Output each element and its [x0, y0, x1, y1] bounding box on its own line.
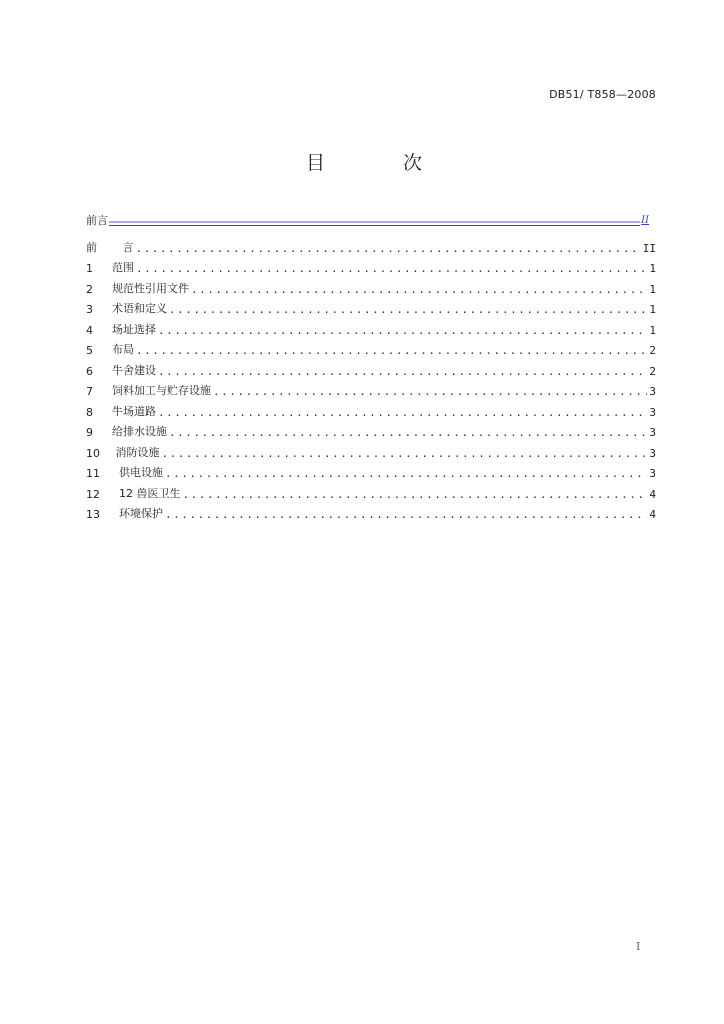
toc-entry[interactable] — [86, 357, 656, 378]
toc-entry-number: 1 — [86, 262, 93, 275]
page-number: I — [636, 940, 641, 953]
toc-entry-leader — [165, 508, 647, 521]
toc-entry-title: 布局 — [112, 343, 134, 356]
toc-entry-page: 3 — [649, 405, 656, 419]
toc-entry-page: 1 — [649, 262, 656, 275]
toc-entry[interactable] — [86, 460, 656, 481]
toc-entry-number: 前 — [86, 240, 97, 254]
toc-entry-leader — [169, 303, 647, 316]
toc-entry-leader — [136, 344, 647, 357]
toc-entry-title: 给排水设施 — [112, 425, 167, 438]
toc-entry-title: 供电设施 — [112, 466, 163, 479]
toc-link-leader — [109, 216, 640, 226]
toc-entry-title: 牛场道路 — [112, 404, 156, 418]
toc-entry[interactable] — [86, 296, 656, 317]
toc-link-page[interactable]: II — [641, 215, 649, 226]
toc-entry-title: 规范性引用文件 — [112, 281, 189, 295]
toc-entry[interactable] — [86, 275, 656, 296]
toc-entry-page: 3 — [649, 385, 656, 398]
toc-entry-page: 3 — [649, 446, 656, 460]
toc-entry-number: 7 — [86, 385, 93, 398]
toc-entry-leader — [158, 324, 647, 337]
toc-entry-page: 2 — [649, 364, 656, 378]
toc-entry-title: 言 — [112, 240, 134, 254]
toc-entry-title: 消防设施 — [112, 445, 160, 459]
toc-entry-page: 4 — [649, 487, 656, 501]
toc-entry[interactable] — [86, 501, 656, 522]
toc-entry-title: 12 兽医卫生 — [112, 486, 181, 500]
toc-entry-number: 10 — [86, 446, 100, 460]
toc-entry-title: 范围 — [112, 261, 134, 274]
toc-entry[interactable] — [86, 398, 656, 419]
toc-entry-leader — [136, 242, 641, 255]
toc-entry[interactable] — [86, 378, 656, 399]
toc-entry-leader — [183, 488, 648, 501]
toc-entry-leader — [158, 406, 647, 419]
toc-entry[interactable] — [86, 255, 656, 276]
toc-entry[interactable] — [86, 316, 656, 337]
toc-entry-title: 环境保护 — [112, 507, 163, 520]
toc-entry-page: 1 — [649, 303, 656, 316]
toc-entry-page: 1 — [649, 282, 656, 296]
toc-entry[interactable] — [86, 480, 656, 501]
toc-entry-number: 12 — [86, 487, 100, 501]
toc-link-label: 前言 — [86, 214, 108, 227]
toc-list — [86, 234, 656, 521]
toc-link-foreword[interactable] — [86, 213, 649, 229]
toc-entry-number: 6 — [86, 364, 93, 378]
toc-entry-page: 3 — [649, 426, 656, 439]
toc-entry-leader — [162, 447, 648, 460]
toc-entry-leader — [191, 283, 647, 296]
toc-title: 目 次 — [305, 152, 459, 174]
document-code: DB51/ T858—2008 — [549, 88, 656, 101]
toc-entry-title: 术语和定义 — [112, 302, 167, 315]
toc-entry-page: II — [642, 241, 656, 255]
toc-entry-title: 场址选择 — [112, 322, 156, 336]
toc-entry-page: 1 — [649, 323, 656, 337]
toc-entry-number: 13 — [86, 508, 100, 521]
toc-entry-leader — [136, 262, 647, 275]
toc-entry-page: 4 — [649, 508, 656, 521]
toc-entry-page: 3 — [649, 467, 656, 480]
toc-entry[interactable] — [86, 419, 656, 440]
toc-entry-title: 牛舍建设 — [112, 363, 156, 377]
toc-entry[interactable] — [86, 439, 656, 460]
toc-entry-number: 4 — [86, 323, 93, 337]
toc-entry-number: 2 — [86, 282, 93, 296]
toc-entry-number: 3 — [86, 303, 93, 316]
toc-entry-number: 11 — [86, 467, 100, 480]
toc-entry-leader — [213, 385, 647, 398]
toc-entry-leader — [165, 467, 647, 480]
toc-entry-number: 9 — [86, 426, 93, 439]
toc-entry[interactable] — [86, 337, 656, 358]
toc-entry-number: 5 — [86, 344, 93, 357]
toc-entry-page: 2 — [649, 344, 656, 357]
toc-entry-leader — [169, 426, 647, 439]
toc-entry[interactable] — [86, 234, 656, 255]
toc-entry-title: 饲料加工与贮存设施 — [112, 384, 211, 397]
toc-entry-number: 8 — [86, 405, 93, 419]
toc-entry-leader — [158, 365, 647, 378]
